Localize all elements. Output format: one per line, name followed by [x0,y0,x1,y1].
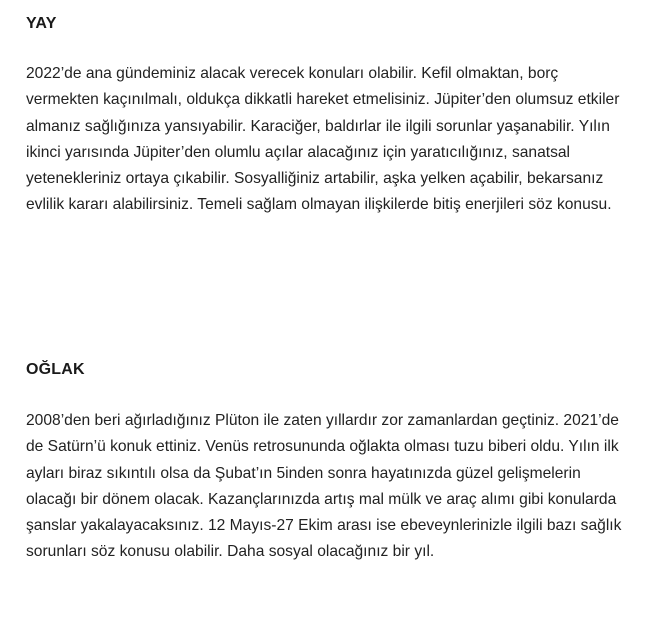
section-body-yay: 2022’de ana gündeminiz alacak verecek konuları olabilir. Kefil olmaktan, borç vermekten kaçınılmalı, oldukça dikkatli hareket etmelisiniz. Jüpiter’den olumsuz etkiler almanız sağlığınıza yansıyabilir. Karaciğer, baldırlar ile ilgili sorunlar yaşanabilir. Yılın ikinci yarısında Jüpiter’den olumlu açılar alacağınız için yaratıcılığınız, sanatsal yetenekleriniz ortaya çıkabilir. Sosyalliğiniz artabilir, aşka yelken açabilir, bekarsanız evlilik kararı alabilirsiniz. Temeli sağlam olmayan ilişkilerde bitiş enerjileri söz konusu. [26,65,620,214]
section-title-oglak: OĞLAK [26,361,85,378]
section-body-oglak: 2008’den beri ağırladığınız Plüton ile zaten yıllardır zor zamanlardan geçtiniz. 2021’de de Satürn’ü konuk ettiniz. Venüs retrosununda oğlakta olması tuzu biberi oldu. Yılın ilk ayları biraz sıkıntılı olsa da Şubat’ın 5inden sonra hayatınızda güzel gelişmelerin olacağı bir dönem olacak. Kazançlarınızda artış mal mülk ve araç alımı gibi konularda şanslar yakalayacaksınız. 12 Mayıs-27 Ekim arası ise ebeveynlerinizle ilgili bazı sağlık sorunları söz konusu olabilir. Daha sosyal olacağınız bir yıl. [26,412,622,561]
section-title-yay: YAY [26,15,57,32]
